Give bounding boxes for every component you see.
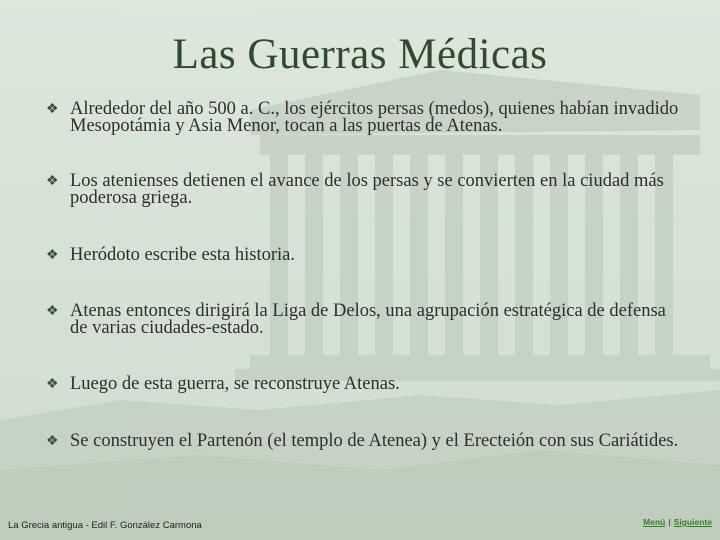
diamond-arrow-bullet-icon: ❖ <box>46 434 59 449</box>
bullet-list <box>46 101 686 450</box>
list-item <box>46 376 686 393</box>
diamond-arrow-bullet-icon: ❖ <box>46 248 59 263</box>
footer-credit: La Grecia antigua - Edil F. González Carmona <box>8 520 202 531</box>
nav-separator: | <box>668 517 671 527</box>
bullet-text: Los atenienses detienen el avance de los persas y se convierten en la ciudad más poderosa griega. <box>70 171 664 208</box>
bullet-text: Luego de esta guerra, se reconstruye Atenas. <box>70 374 400 394</box>
list-item <box>46 303 686 337</box>
diamond-arrow-bullet-icon: ❖ <box>46 377 59 392</box>
footer-nav <box>643 517 712 527</box>
bullet-text: Alrededor del año 500 a. C., los ejércitos persas (medos), quienes habían invadido Mesopotámia y Asia Menor, tocan a las puertas de Atenas. <box>70 99 679 136</box>
list-item <box>46 247 686 264</box>
list-item <box>46 101 686 135</box>
next-link[interactable]: Siguiente <box>673 517 712 527</box>
bullet-text: Heródoto escribe esta historia. <box>70 245 296 265</box>
bullet-text: Se construyen el Partenón (el templo de Atenea) y el Erecteión con sus Cariátides. <box>70 431 679 451</box>
list-item <box>46 433 686 450</box>
diamond-arrow-bullet-icon: ❖ <box>46 102 59 117</box>
diamond-arrow-bullet-icon: ❖ <box>46 174 59 189</box>
slide-title: Las Guerras Médicas <box>172 31 548 78</box>
bullet-text: Atenas entonces dirigirá la Liga de Delos, una agrupación estratégica de defensa de varias ciudades-estado. <box>70 301 666 338</box>
diamond-arrow-bullet-icon: ❖ <box>46 304 59 319</box>
list-item <box>46 173 686 207</box>
menu-link[interactable]: Menú <box>643 517 666 527</box>
